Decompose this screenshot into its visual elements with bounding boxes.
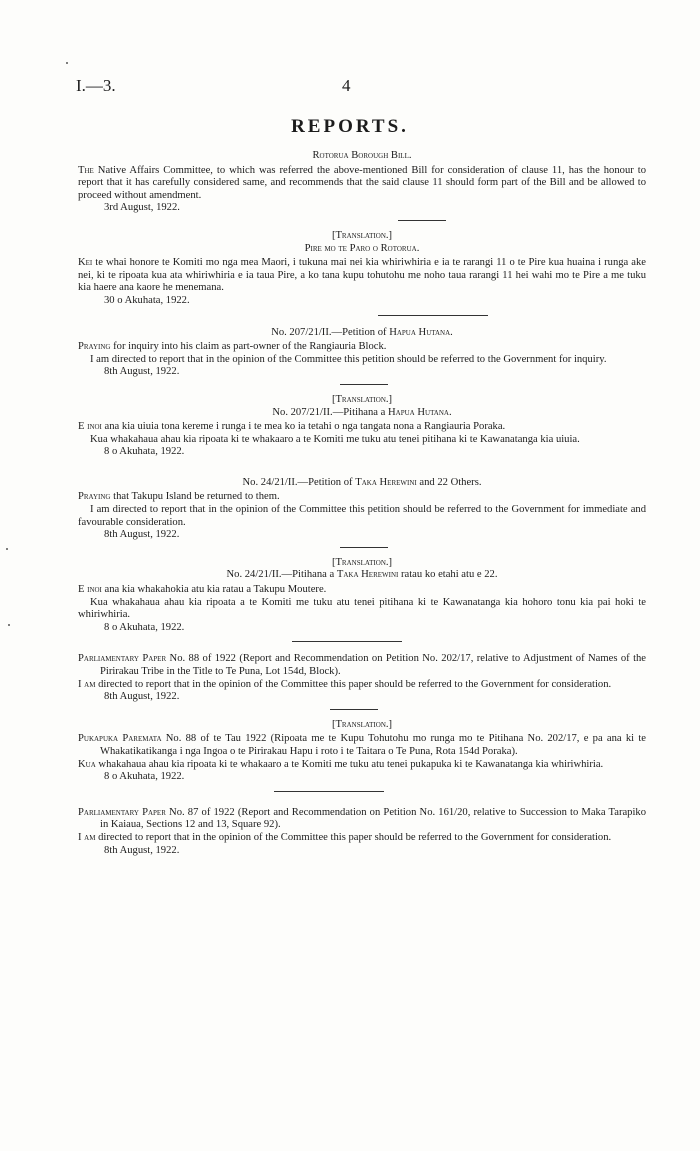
paper88-translation-heading-rest: No. 88 of te Tau 1922 (Ripoata me te Kupu Tohutohu mo runga mo te Pitihana No. 202/17, e pa ana ki te Whakatikatikanga i nga Ingoa o te Pirirakau Hapu i roto i te Taitara o Te Puna, Rota 154d Poraka). xyxy=(100,733,646,757)
translation-label: [Translation.] xyxy=(331,718,393,730)
herewini-body1: that Takupu Island be returned to them. xyxy=(110,491,280,503)
document-body xyxy=(78,150,646,857)
herewini-heading-suffix: and 22 Others. xyxy=(419,476,482,488)
herewini-lead: Praying xyxy=(78,491,111,503)
translation-label: [Translation.] xyxy=(331,393,393,405)
paper87-report xyxy=(78,832,646,845)
hutana-lead: Praying xyxy=(78,341,111,353)
rotorua-heading: Rotorua Borough Bill. xyxy=(312,150,412,161)
paper88-report xyxy=(78,679,646,692)
paper88-translation-report xyxy=(78,759,646,772)
paper88-translation-heading xyxy=(78,733,646,758)
paper87-body: directed to report that in the opinion of the Committee this paper should be referred to the Government for consideration. xyxy=(95,831,612,843)
section-divider xyxy=(274,791,384,792)
rotorua-lead: The xyxy=(78,164,94,176)
hutana-body1: for inquiry into his claim as part-owner of the Rangiauria Block. xyxy=(110,341,387,353)
herewini-translation-prayer xyxy=(78,584,646,597)
herewini-translation-heading-suffix: ratau ko etahi atu e 22. xyxy=(401,569,498,581)
rotorua-body: Native Affairs Committee, to which was referred the above-mentioned Bill for consideration of clause 11, has the honour to report that it has carefully considered same, and recommends that the said clause 11 should form part of the Bill and be allowed to proceed without amendment. xyxy=(78,164,646,201)
paper88-translation-lead: Pukapuka Paremata xyxy=(78,733,162,745)
page-number: 4 xyxy=(342,76,351,95)
hutana-translation-heading-name: Hapua Hutana. xyxy=(388,406,452,418)
hutana-date: 8th August, 1922. xyxy=(104,366,180,378)
paper87-body-lead: I am xyxy=(78,831,96,843)
paper88-heading-rest: No. 88 of 1922 (Report and Recommendation on Petition No. 202/17, relative to Adjustment of Names of the Pirirakau Tribe in the Title to Te Puna, Lot 154d, Block). xyxy=(100,653,647,677)
paper88-date: 8th August, 1922. xyxy=(104,691,180,703)
herewini-heading-prefix: No. 24/21/II.—Petition of xyxy=(242,476,353,488)
herewini-heading-name: Taka Herewini xyxy=(355,476,417,488)
rotorua-translation-heading: Pire mo te Paro o Rotorua. xyxy=(304,242,420,254)
hutana-heading xyxy=(78,327,646,340)
rotorua-translation xyxy=(78,257,646,295)
hutana-translation-lead: E inoi xyxy=(78,421,102,433)
series-reference: I.—3. xyxy=(76,76,116,95)
translation-label: [Translation.] xyxy=(331,556,393,568)
section-divider xyxy=(340,547,388,548)
hutana-translation-date: 8 o Akuhata, 1922. xyxy=(104,446,185,458)
paper88-translation-body: whakahaua ahau kia ripoata ki te whakaaro a te Komiti me tuku atu tenei pukapuka ki te Kawanatanga kia whiriwhiria. xyxy=(95,758,604,770)
section-divider xyxy=(378,315,488,316)
hutana-report: I am directed to report that in the opinion of the Committee this petition should be referred to the Government for inquiry. xyxy=(90,353,607,365)
herewini-translation-body1: ana kia whakahokia atu kia ratau a Takupu Moutere. xyxy=(101,584,327,596)
section-divider xyxy=(330,709,378,710)
hutana-heading-name: Hapua Hutana. xyxy=(389,326,453,338)
herewini-prayer xyxy=(78,491,646,504)
hutana-translation-heading xyxy=(78,407,646,420)
herewini-translation-lead: E inoi xyxy=(78,584,102,596)
translation-label: [Translation.] xyxy=(331,229,393,241)
hutana-translation-heading-prefix: No. 207/21/II.—Pitihana a xyxy=(272,406,386,418)
hutana-heading-prefix: No. 207/21/II.—Petition of xyxy=(271,326,387,338)
section-divider xyxy=(340,384,388,385)
margin-speck xyxy=(6,548,8,550)
paper88-translation-date: 8 o Akuhata, 1922. xyxy=(104,771,185,783)
margin-speck xyxy=(8,624,10,626)
herewini-date: 8th August, 1922. xyxy=(104,529,180,541)
rotorua-translation-body: te whai honore te Komiti mo nga mea Maori, i tukuna mai nei kia whiriwhiria e ia te rarangi 11 o te Pire kua huaina i runga ake nei, ki te ripoata kua ata whiriwhiria e ia taua Pire, a ko tana kupu tohutohu me noho taua rarangi 11 hei wahi mo te Pire a me tuku kia haere ana kaore he menemana. xyxy=(78,257,646,294)
rotorua-translation-lead: Kei xyxy=(78,257,93,269)
herewini-translation-heading-name: Taka Herewini xyxy=(336,569,399,581)
paper87-lead: Parliamentary Paper xyxy=(78,806,166,818)
paper88-lead: Parliamentary Paper xyxy=(78,653,167,665)
page-title: REPORTS. xyxy=(291,116,409,137)
paper87-heading xyxy=(78,807,646,832)
rotorua-report xyxy=(78,165,646,203)
hutana-translation-report: Kua whakahaua ahau kia ripoata ki te whakaaro a te Komiti me tuku atu tenei pitihana ki te Kawanatanga kia uiuia. xyxy=(90,433,580,445)
hutana-translation-body1: ana kia uiuia tona kereme i runga i te mea ko ia tetahi o nga tangata nona a Rangiauria Poraka. xyxy=(101,421,506,433)
section-divider xyxy=(398,220,446,221)
herewini-heading xyxy=(78,477,646,490)
section-divider xyxy=(292,641,402,642)
herewini-translation-report: Kua whakahaua ahau kia ripoata a te Komiti me tuku atu tenei pitihana ki te Kawanatanga kia hohoro tonu kia pai hoki te whiriwhiria. xyxy=(78,596,646,621)
hutana-translation-prayer xyxy=(78,421,646,434)
rotorua-date: 3rd August, 1922. xyxy=(104,202,180,214)
paper88-body: directed to report that in the opinion of the Committee this paper should be referred to the Government for consideration. xyxy=(95,678,612,690)
margin-speck xyxy=(66,62,68,64)
paper87-heading-rest: No. 87 of 1922 (Report and Recommendation on Petition No. 161/20, relative to Succession to Maka Tarapiko in Kaiaua, Sections 12 and 13, Square 92). xyxy=(100,806,647,831)
herewini-report: I am directed to report that in the opinion of the Committee this petition should be referred to the Government for immediate and favourable consideration. xyxy=(78,504,646,528)
paper88-heading xyxy=(78,653,646,678)
herewini-translation-heading-prefix: No. 24/21/II.—Pitihana a xyxy=(226,569,335,581)
paper88-translation-body-lead: Kua xyxy=(78,758,96,770)
paper88-body-lead: I am xyxy=(78,678,96,690)
paper87-date: 8th August, 1922. xyxy=(104,844,180,856)
hutana-prayer xyxy=(78,341,646,354)
herewini-translation-heading xyxy=(78,569,646,582)
herewini-translation-date: 8 o Akuhata, 1922. xyxy=(104,621,185,633)
rotorua-translation-date: 30 o Akuhata, 1922. xyxy=(104,294,190,306)
